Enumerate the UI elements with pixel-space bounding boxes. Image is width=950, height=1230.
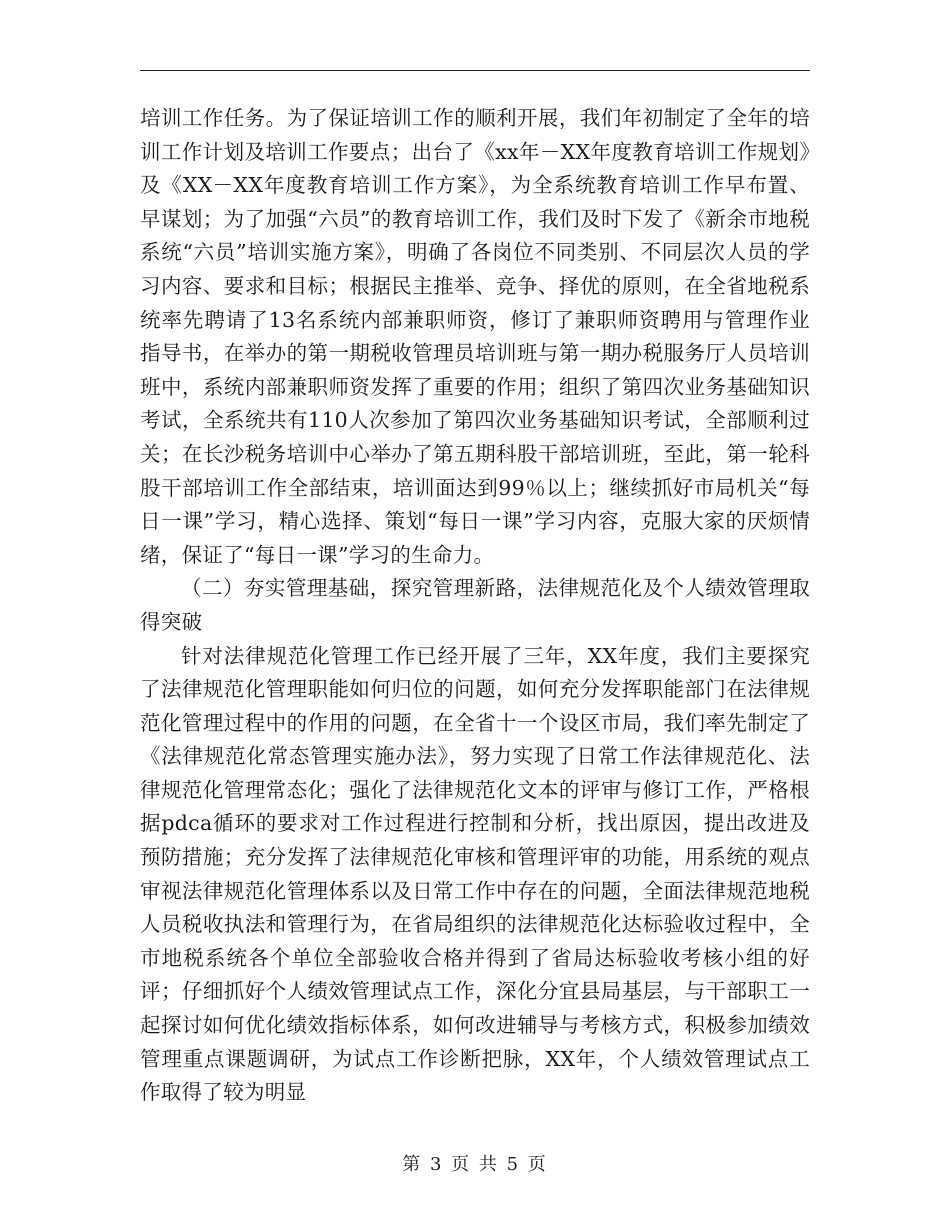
- page-number-footer: 第 3 页 共 5 页: [402, 1154, 548, 1175]
- paragraph-training-tasks: 培训工作任务。为了保证培训工作的顺利开展，我们年初制定了全年的培训工作计划及培训工作要点；出台了《xx年－XX年度教育培训工作规划》及《XX－XX年度教育培训工作方案》，为全系统教育培训工作早布置、早谋划；为了加强“六员”的教育培训工作，我们及时下发了《新余市地税系统“六员”培训实施方案》，明确了各岗位不同类别、不同层次人员的学习内容、要求和目标；根据民主推举、竞争、择优的原则，在全省地税系统率先聘请了13名系统内部兼职师资，修订了兼职师资聘用与管理作业指导书，在举办的第一期税收管理员培训班与第一期办税服务厅人员培训班中，系统内部兼职师资发挥了重要的作用；组织了第四次业务基础知识考试，全系统共有110人次参加了第四次业务基础知识考试，全部顺利过关；在长沙税务培训中心举办了第五期科股干部培训班，至此，第一轮科股干部培训工作全部结束，培训面达到99％以上；继续抓好市局机关“每日一课”学习，精心选择、策划“每日一课”学习内容，克服大家的厌烦情绪，保证了“每日一课”学习的生命力。: [140, 106, 810, 567]
- document-body: [140, 102, 810, 1110]
- header-rule: [140, 70, 810, 71]
- paragraph-legal-standardization: 针对法律规范化管理工作已经开展了三年，XX年度，我们主要探究了法律规范化管理职能如何归位的问题，如何充分发挥职能部门在法律规范化管理过程中的作用的问题，在全省十一个设区市局，我们率先制定了《法律规范化常态管理实施办法》，努力实现了日常工作法律规范化、法律规范化管理常态化；强化了法律规范化文本的评审与修订工作，严格根据pdca循环的要求对工作过程进行控制和分析，找出原因，提出改进及预防措施；充分发挥了法律规范化审核和管理评审的功能，用系统的观点审视法律规范化管理体系以及日常工作中存在的问题，全面法律规范地税人员税收执法和管理行为，在省局组织的法律规范化达标验收过程中，全市地税系统各个单位全部验收合格并得到了省局达标验收考核小组的好评；仔细抓好个人绩效管理试点工作，深化分宜县局基层，与干部职工一起探讨如何优化绩效指标体系，如何改进辅导与考核方式，积极参加绩效管理重点课题调研，为试点工作诊断把脉，XX年，个人绩效管理试点工作取得了较为明显: [140, 643, 810, 1105]
- section-heading-management: （二）夯实管理基础，探究管理新路，法律规范化及个人绩效管理取得突破: [140, 576, 810, 634]
